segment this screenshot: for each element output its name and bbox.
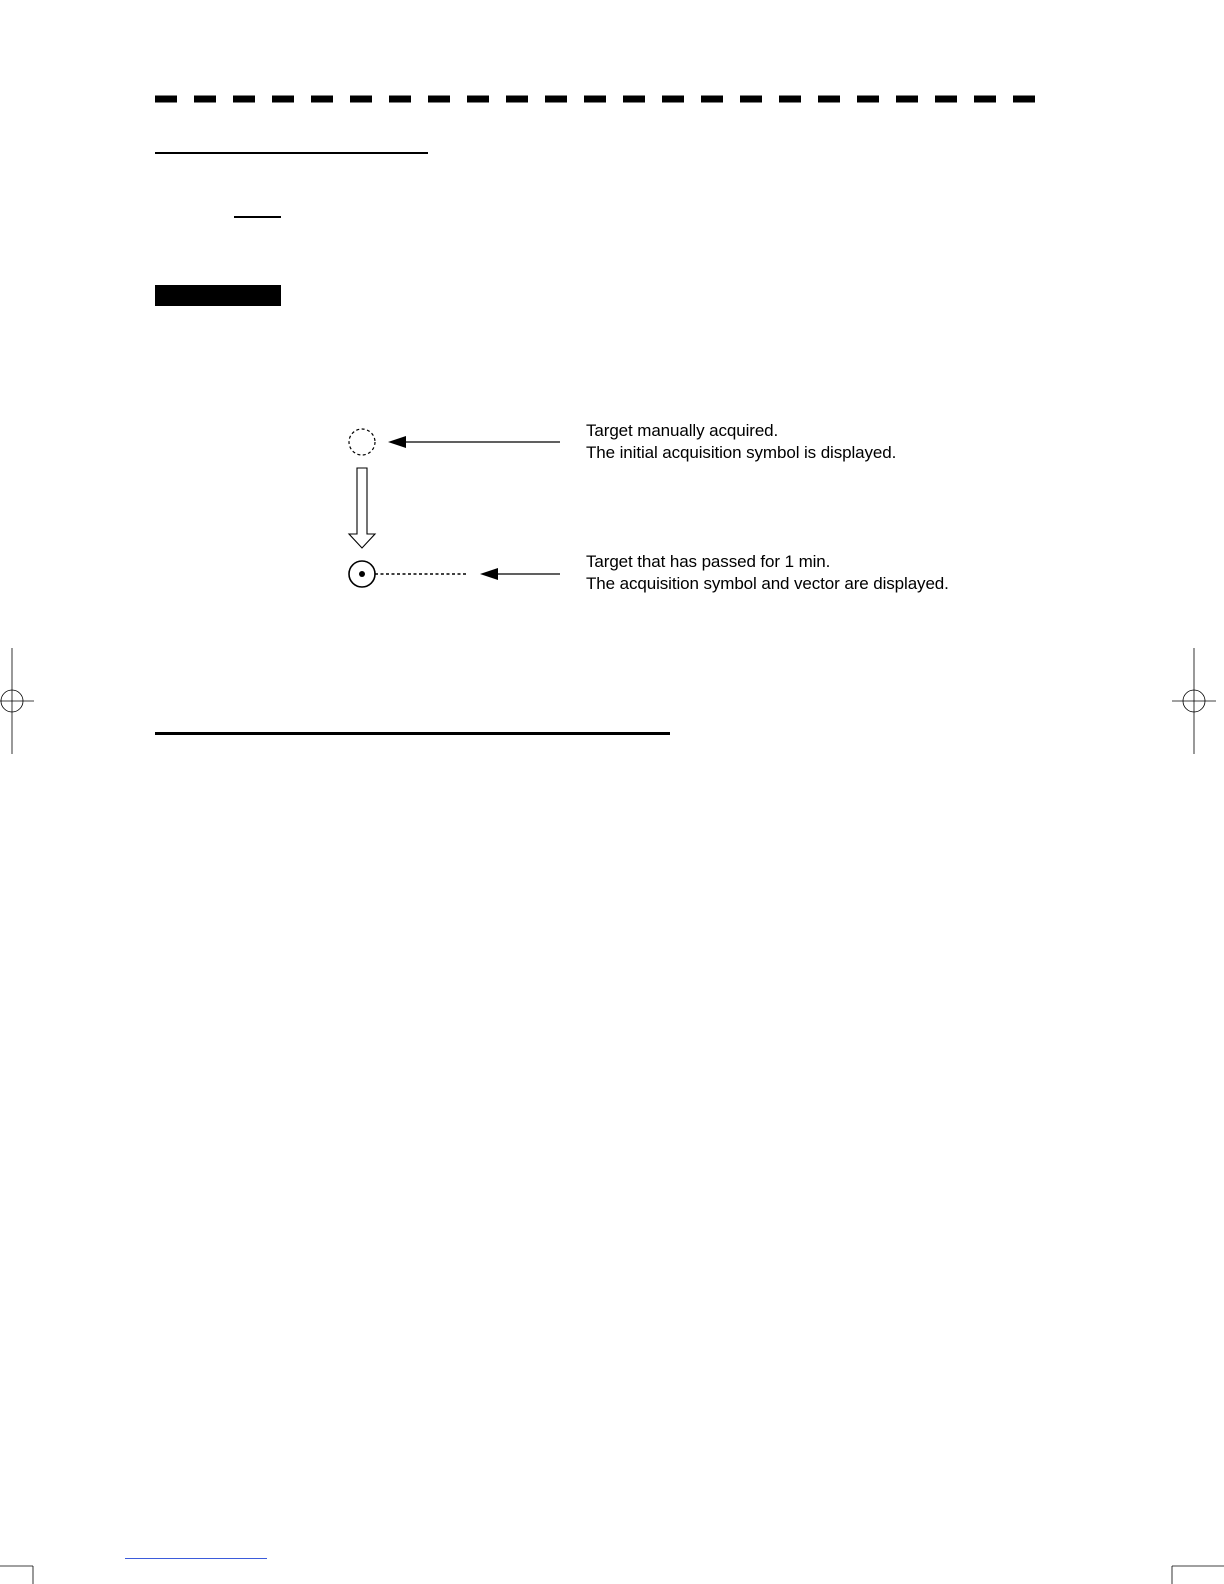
header-dashed-rule xyxy=(155,95,1040,103)
sub-item-underline xyxy=(234,216,281,218)
section-heading-underline xyxy=(155,152,428,154)
left-registration-mark-icon xyxy=(0,648,36,754)
acquisition-center-dot-icon xyxy=(359,571,365,577)
down-arrow-icon xyxy=(349,468,375,548)
step1-caption-line1: Target manually acquired. xyxy=(586,421,779,440)
procedure-label-block xyxy=(155,285,281,306)
arrow-head-step2-icon xyxy=(480,568,498,580)
initial-acquisition-symbol-icon xyxy=(349,429,375,455)
step2-caption-line2: The acquisition symbol and vector are displayed. xyxy=(586,574,949,593)
next-section-underline xyxy=(155,732,670,735)
step2-caption-line1: Target that has passed for 1 min. xyxy=(586,552,831,571)
acquisition-diagram xyxy=(330,420,580,610)
step1-caption-line2: The initial acquisition symbol is displayed. xyxy=(586,443,897,462)
right-registration-mark-icon xyxy=(1170,648,1224,754)
bottom-link-underline[interactable] xyxy=(125,1558,267,1559)
bottom-left-crop-mark-icon xyxy=(0,1560,36,1584)
arrow-head-step1-icon xyxy=(388,436,406,448)
bottom-right-crop-mark-icon xyxy=(1170,1560,1224,1584)
